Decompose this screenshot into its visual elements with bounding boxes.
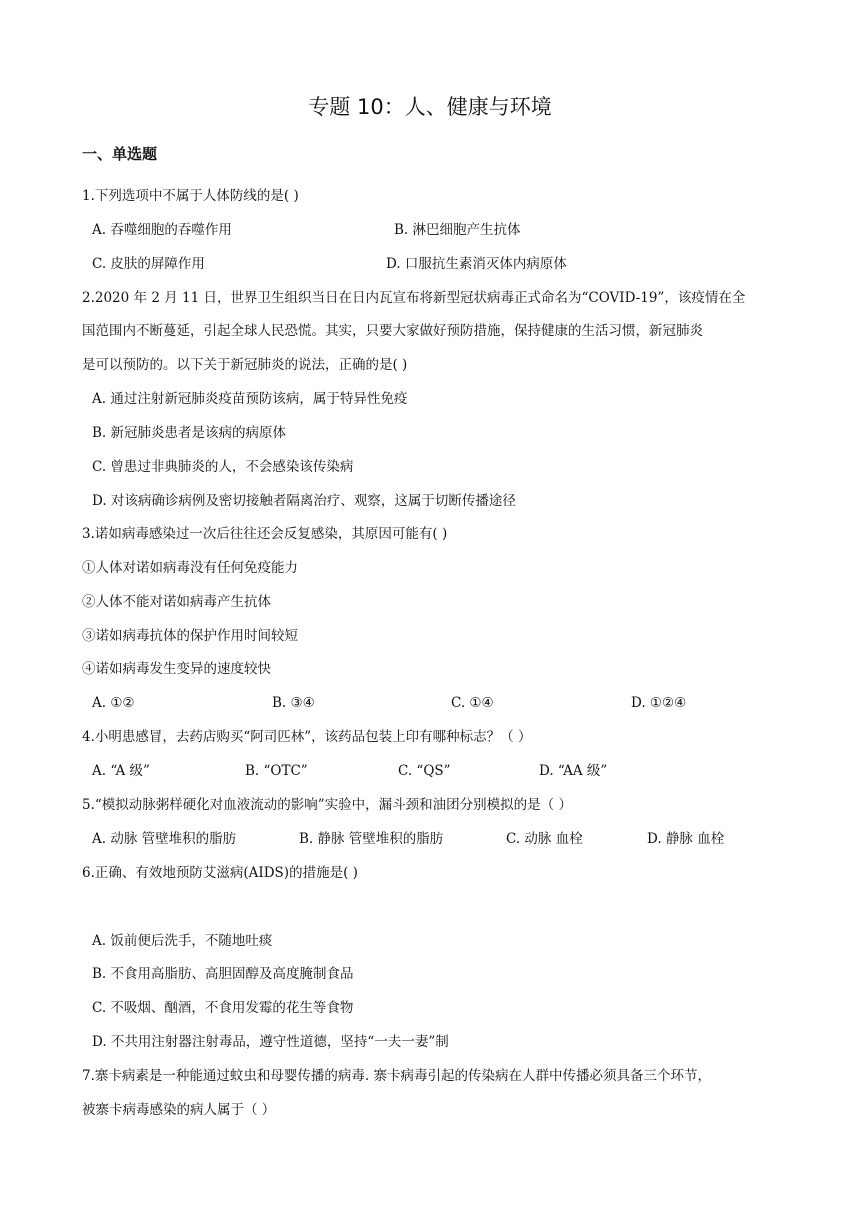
question-1-option-b: B. 淋巴细胞产生抗体 — [394, 222, 521, 238]
question-2-stem-line-2: 国范围内不断蔓延，引起全球人民恐慌。其实，只要大家做好预防措施，保持健康的生活习惯，新冠肺炎 — [82, 323, 703, 339]
question-3-option-a: A. ①② — [92, 695, 135, 711]
question-3-stem: 3.诺如病毒感染过一次后往往还会反复感染，其原因可能有( ) — [82, 526, 448, 542]
question-2-stem-line-1: 2.2020 年 2 月 11 日，世界卫生组织当日在日内瓦宣布将新型冠状病毒正式命名为“COVID-19”，该疫情在全 — [82, 290, 746, 306]
question-6-option-a: A. 饭前便后洗手，不随地吐痰 — [92, 933, 273, 949]
question-3-statement-3: ③诺如病毒抗体的保护作用时间较短 — [82, 628, 298, 644]
question-2-stem-line-3: 是可以预防的。以下关于新冠肺炎的说法，正确的是( ) — [82, 357, 408, 373]
question-1-option-c: C. 皮肤的屏障作用 — [92, 256, 205, 272]
question-4-option-d: D. “AA 级” — [539, 763, 608, 779]
question-4-stem: 4.小明患感冒，去药店购买“阿司匹林”，该药品包装上印有哪种标志？（ ） — [82, 729, 532, 745]
question-3-statement-4: ④诺如病毒发生变异的速度较快 — [82, 661, 271, 677]
question-3-option-d: D. ①②④ — [631, 695, 687, 711]
question-6-option-b: B. 不食用高脂肪、高胆固醇及高度腌制食品 — [92, 966, 354, 982]
question-4-option-b: B. “OTC” — [245, 763, 308, 779]
question-2-option-a: A. 通过注射新冠肺炎疫苗预防该病，属于特异性免疫 — [92, 391, 408, 407]
question-1-option-d: D. 口服抗生素消灭体内病原体 — [386, 256, 567, 272]
question-5-option-d: D. 静脉 血栓 — [647, 831, 725, 847]
question-2-option-d: D. 对该病确诊病例及密切接触者隔离治疗、观察，这属于切断传播途径 — [92, 493, 516, 509]
question-5-option-a: A. 动脉 管壁堆积的脂肪 — [92, 831, 237, 847]
question-6-option-c: C. 不吸烟、酗酒，不食用发霉的花生等食物 — [92, 1000, 354, 1016]
page-title: 专题 10：人、健康与环境 — [308, 95, 552, 119]
question-1-option-a: A. 吞噬细胞的吞噬作用 — [92, 222, 232, 238]
question-3-statement-1: ①人体对诺如病毒没有任何免疫能力 — [82, 560, 298, 576]
question-5-option-c: C. 动脉 血栓 — [506, 831, 583, 847]
question-3-option-b: B. ③④ — [272, 695, 315, 711]
question-5-option-b: B. 静脉 管壁堆积的脂肪 — [299, 831, 444, 847]
question-2-option-c: C. 曾患过非典肺炎的人，不会感染该传染病 — [92, 459, 354, 475]
question-1-stem: 1.下列选项中不属于人体防线的是( ) — [82, 188, 299, 204]
question-3-statement-2: ②人体不能对诺如病毒产生抗体 — [82, 594, 271, 610]
question-5-stem: 5.“模拟动脉粥样硬化对血液流动的影响”实验中，漏斗颈和油团分别模拟的是（ ） — [82, 797, 572, 813]
question-3-option-c: C. ①④ — [451, 695, 494, 711]
question-4-option-c: C. “QS” — [398, 763, 451, 779]
section-heading: 一、单选题 — [82, 145, 158, 163]
question-7-stem-line-2: 被寨卡病毒感染的病人属于（ ） — [82, 1102, 276, 1118]
question-7-stem-line-1: 7.寨卡病素是一种能通过蚊虫和母婴传播的病毒. 寨卡病毒引起的传染病在人群中传播必须具备三个环节， — [82, 1068, 711, 1084]
question-4-option-a: A. “A 级” — [92, 763, 150, 779]
question-6-option-d: D. 不共用注射器注射毒品，遵守性道德，坚持“一夫一妻”制 — [92, 1034, 449, 1050]
question-6-stem: 6.正确、有效地预防艾滋病(AIDS)的措施是( ) — [82, 865, 358, 881]
question-2-option-b: B. 新冠肺炎患者是该病的病原体 — [92, 425, 287, 441]
